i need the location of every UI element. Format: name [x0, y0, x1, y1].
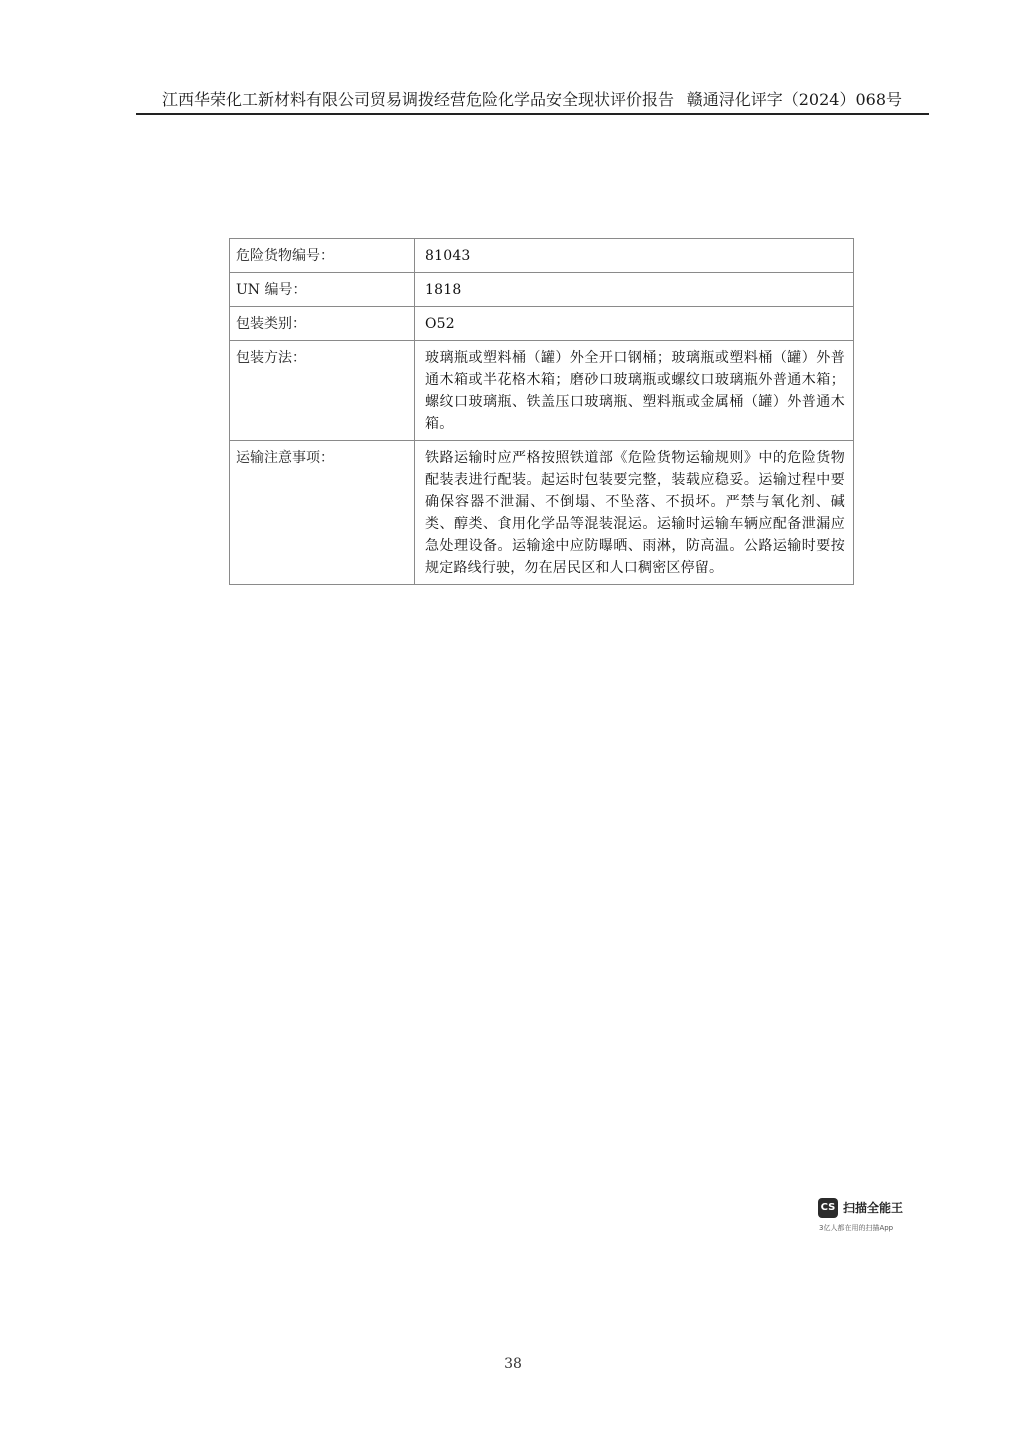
report-title: 江西华荣化工新材料有限公司贸易调拨经营危险化学品安全现状评价报告 — [162, 90, 675, 109]
row-label-packing-method: 包装方法： — [230, 341, 415, 441]
camscanner-logo-icon: CS — [818, 1198, 838, 1218]
row-value-transport-precautions: 铁路运输时应严格按照铁道部《危险货物运输规则》中的危险货物配装表进行配装。起运时包装要完整，装载应稳妥。运输过程中要确保容器不泄漏、不倒塌、不坠落、不损坏。严禁与氧化剂、碱类、醇类、食用化学品等混装混运。运输时运输车辆应配备泄漏应急处理设备。运输途中应防曝晒、雨淋，防高温。公路运输时要按规定路线行驶，勿在居民区和人口稠密区停留。 — [415, 441, 854, 585]
row-value-packing-method: 玻璃瓶或塑料桶（罐）外全开口钢桶；玻璃瓶或塑料桶（罐）外普通木箱或半花格木箱；磨砂口玻璃瓶或螺纹口玻璃瓶外普通木箱；螺纹口玻璃瓶、铁盖压口玻璃瓶、塑料瓶或金属桶（罐）外普通木箱。 — [415, 341, 854, 441]
scanner-app-name: 扫描全能王 — [843, 1201, 904, 1215]
row-label-transport-precautions: 运输注意事项： — [230, 441, 415, 585]
row-label-un-number: UN 编号： — [230, 273, 415, 307]
table-row — [230, 307, 854, 341]
header-divider — [136, 113, 929, 115]
page-number: 38 — [504, 1356, 522, 1372]
table-row — [230, 441, 854, 585]
scanner-watermark — [818, 1198, 928, 1238]
transport-info-table — [229, 238, 854, 585]
row-label-packing-group: 包装类别： — [230, 307, 415, 341]
report-reference-number: 赣通浔化评字（2024）068号 — [686, 90, 902, 109]
row-value-packing-group: O52 — [415, 307, 854, 341]
row-value-dangerous-goods-number: 81043 — [415, 239, 854, 273]
table-row — [230, 239, 854, 273]
row-value-un-number: 1818 — [415, 273, 854, 307]
row-label-dangerous-goods-number: 危险货物编号： — [230, 239, 415, 273]
page-header — [136, 88, 928, 112]
scanner-tagline: 3亿人都在用的扫描App — [819, 1224, 894, 1232]
table-row — [230, 273, 854, 307]
table-row — [230, 341, 854, 441]
